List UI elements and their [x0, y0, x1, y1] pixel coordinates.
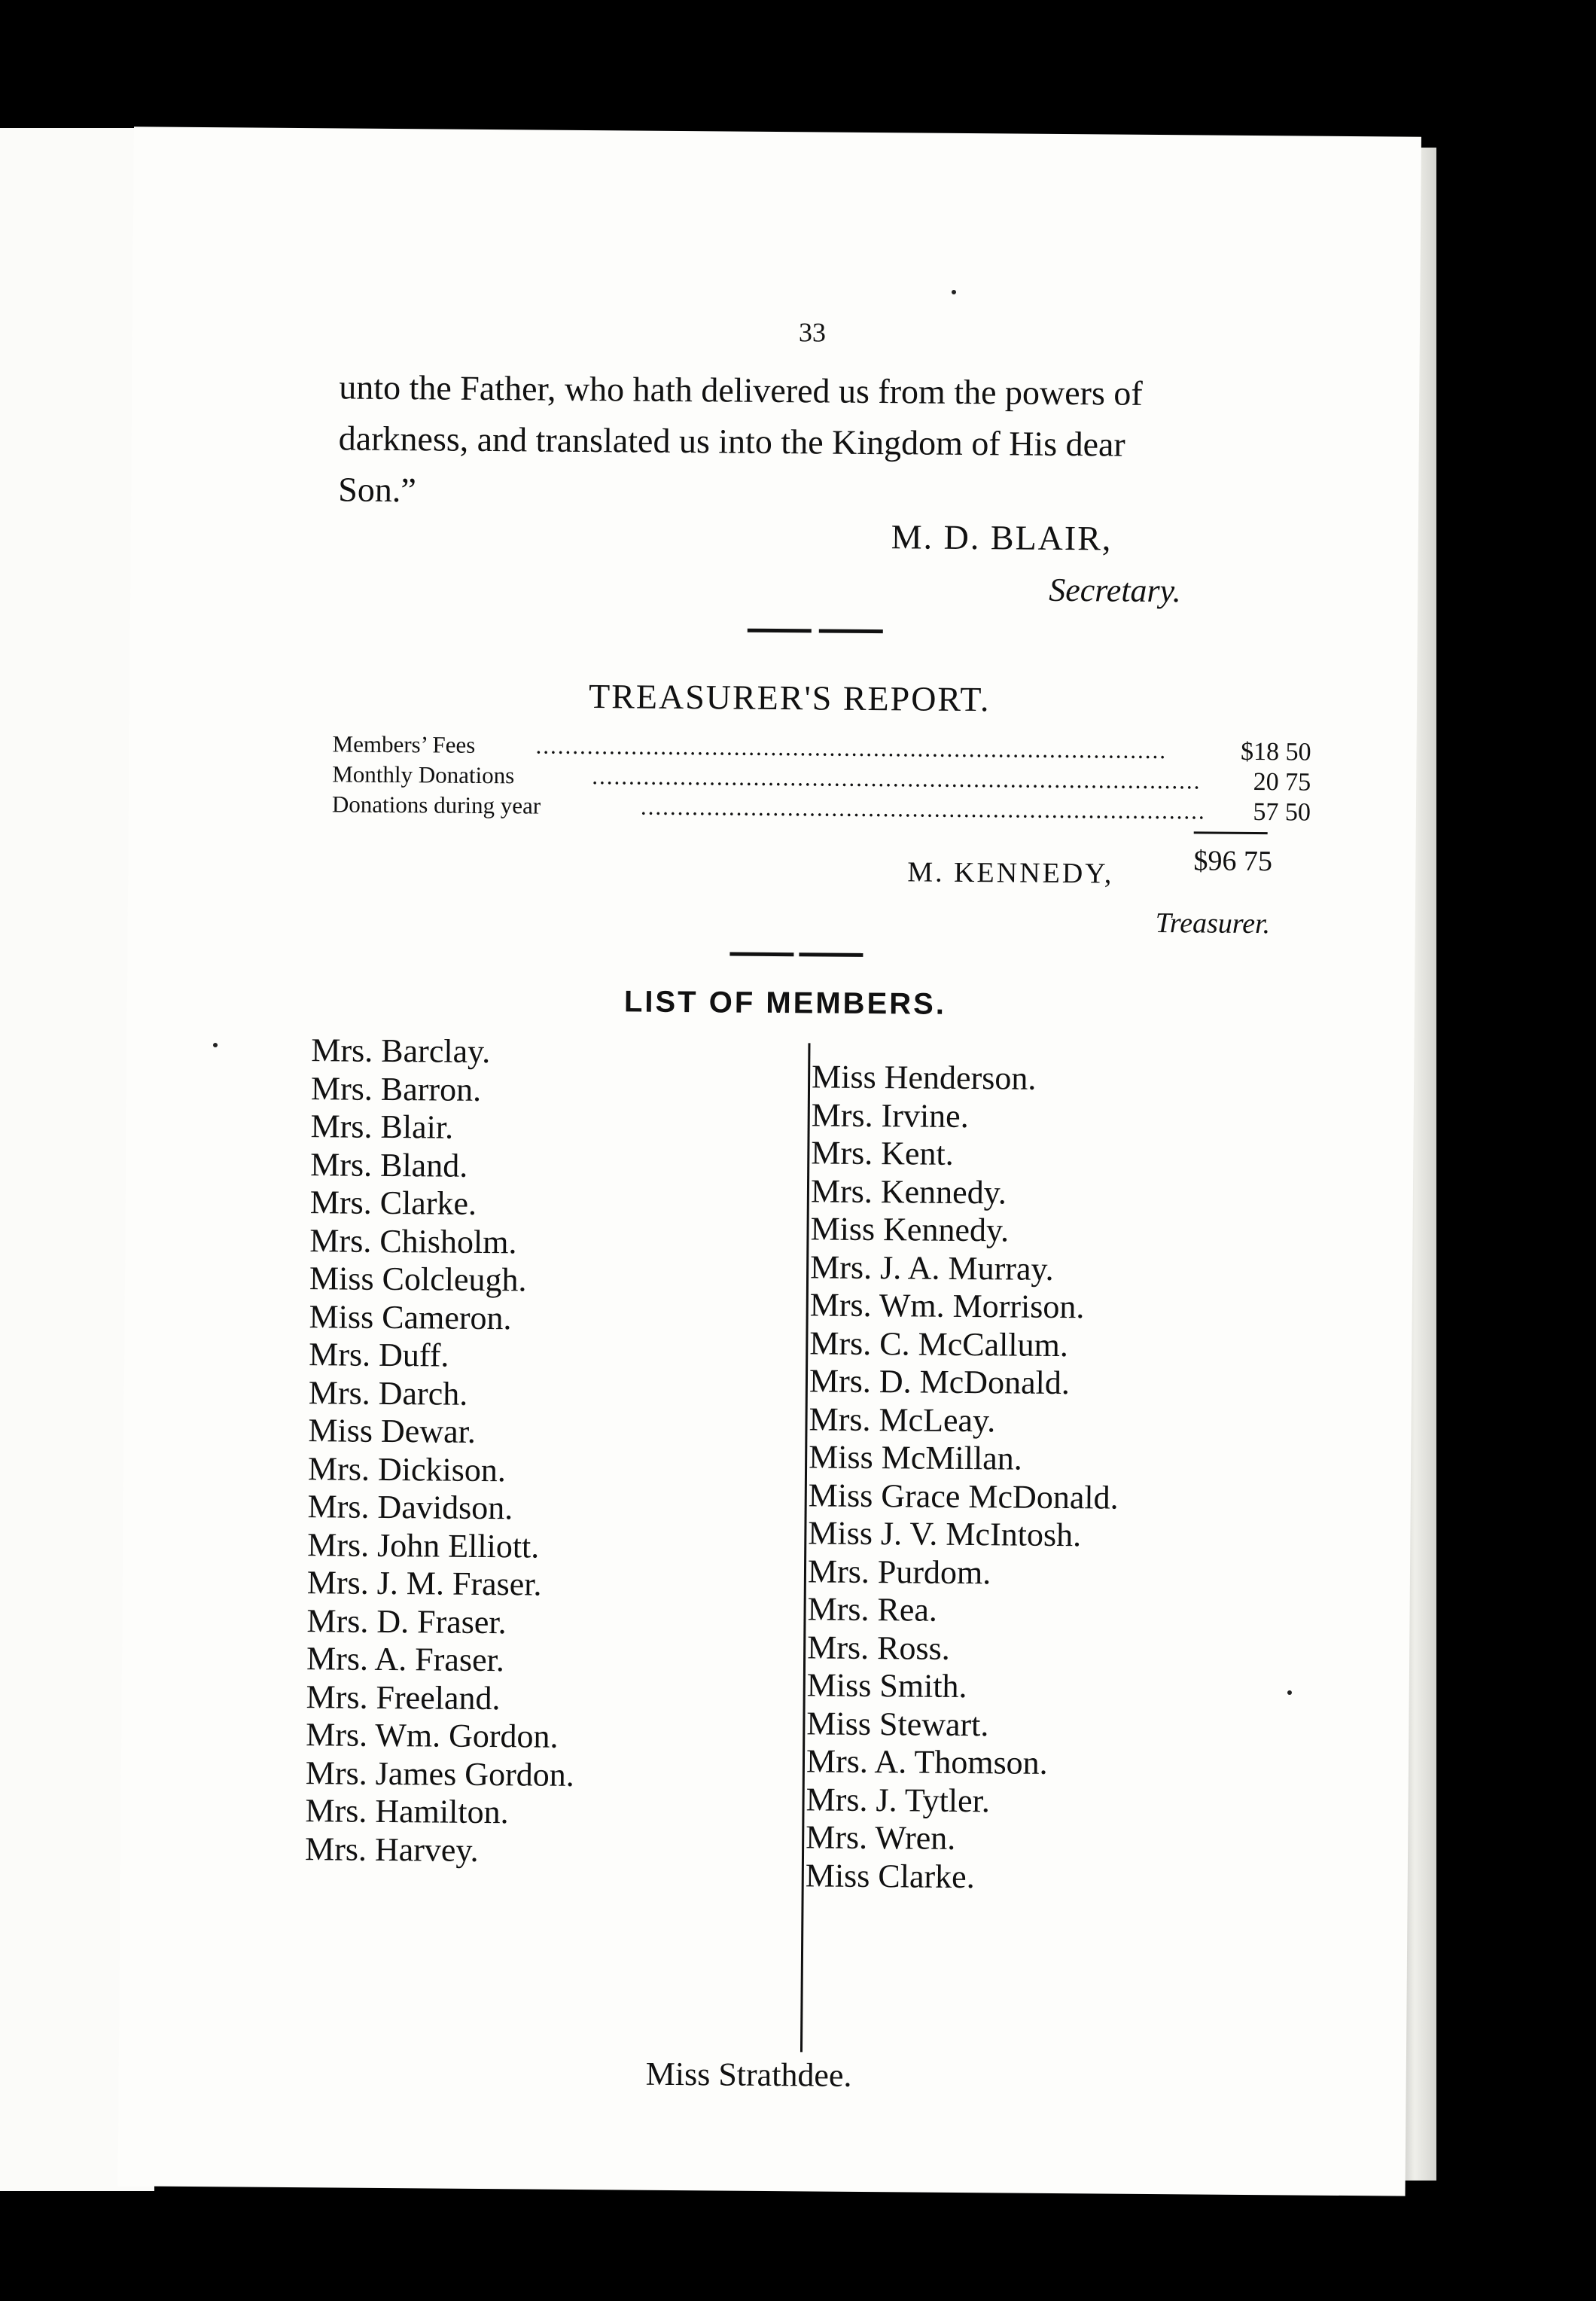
member-name: Miss Stewart.	[806, 1704, 989, 1743]
member-name: Mrs. Wm. Morrison.	[809, 1286, 1085, 1326]
member-name: Mrs. J. A. Murray.	[809, 1248, 1054, 1288]
member-name: Mrs. C. McCallum.	[809, 1324, 1069, 1364]
treasurer-items	[332, 730, 1311, 828]
member-name: Miss Grace McDonald.	[808, 1476, 1119, 1516]
member-name: Miss Colcleugh.	[309, 1260, 527, 1299]
member-name: Mrs. Hamilton.	[305, 1792, 509, 1831]
member-name: Miss Cameron.	[309, 1297, 512, 1336]
section-divider	[748, 629, 812, 633]
member-name: Mrs. McLeay.	[809, 1400, 996, 1439]
member-final-entry: Miss Strathdee.	[645, 2055, 852, 2094]
member-name: Mrs. Chisholm.	[309, 1221, 517, 1260]
member-name: Mrs. Freeland.	[306, 1678, 501, 1717]
intro-line: unto the Father, who hath delivered us from the powers of	[339, 367, 1143, 413]
member-name: Mrs. Dickison.	[307, 1449, 507, 1489]
member-name: Miss Kennedy.	[810, 1210, 1010, 1249]
item-amount: 20 75	[1253, 767, 1311, 797]
member-name: Mrs. D. McDonald.	[809, 1362, 1071, 1402]
member-name: Mrs. Wm. Gordon.	[306, 1716, 559, 1755]
item-amount: 57 50	[1253, 797, 1311, 827]
member-name: Mrs. Blair.	[310, 1108, 454, 1146]
leader-dots: ...................................................................................	[592, 763, 1202, 794]
leader-dots: ......................................................................................	[535, 732, 1168, 764]
section-divider	[799, 952, 863, 957]
member-name: Miss J. V. McIntosh.	[808, 1514, 1082, 1554]
member-name: Miss Clarke.	[805, 1856, 975, 1895]
treasurer-role: Treasurer.	[1155, 907, 1271, 940]
member-name: Mrs. John Elliott.	[307, 1525, 540, 1565]
member-name: Mrs. Duff.	[309, 1336, 449, 1374]
member-name: Mrs. James Gordon.	[305, 1754, 574, 1794]
leader-dots: .............................................................................	[640, 793, 1206, 824]
members-right-column	[806, 1058, 1122, 1897]
item-label: Members’ Fees	[332, 730, 476, 758]
section-divider	[819, 629, 883, 633]
item-label: Monthly Donations	[332, 760, 515, 789]
total-rule	[1194, 831, 1268, 834]
member-name: Mrs. Barclay.	[311, 1032, 491, 1071]
secretary-name: M. D. BLAIR,	[891, 517, 1113, 558]
member-name: Mrs. Irvine.	[811, 1096, 969, 1135]
intro-paragraph	[338, 361, 1288, 523]
member-name: Mrs. Wren.	[806, 1818, 956, 1857]
member-name: Miss Dewar.	[308, 1412, 477, 1450]
members-heading: LIST OF MEMBERS.	[623, 985, 947, 1021]
member-name: Mrs. Rea.	[807, 1590, 938, 1629]
member-name: Mrs. Barron.	[310, 1069, 482, 1108]
intro-line: Son.”	[338, 470, 416, 510]
member-name: Mrs. J. M. Fraser.	[306, 1564, 542, 1603]
member-name: Mrs. Kennedy.	[810, 1172, 1007, 1211]
member-name: Miss McMillan.	[808, 1438, 1022, 1477]
intro-line: darkness, and translated us into the Kingdom of His dear	[338, 419, 1125, 464]
section-divider	[729, 952, 793, 957]
members-left-column	[305, 1032, 580, 1870]
item-label: Donations during year	[331, 791, 541, 819]
member-name: Miss Henderson.	[811, 1058, 1037, 1097]
report-total: $96 75	[1193, 845, 1273, 878]
member-name: Mrs. A. Fraser.	[306, 1640, 505, 1679]
member-name: Mrs. J. Tytler.	[806, 1780, 991, 1819]
treasurer-name: M. KENNEDY,	[907, 856, 1114, 890]
member-name: Mrs. Clarke.	[309, 1184, 477, 1222]
secretary-role: Secretary.	[1049, 571, 1181, 610]
member-name: Mrs. Bland.	[310, 1145, 468, 1184]
member-name: Mrs. Darch.	[308, 1373, 468, 1413]
dust-speck	[952, 290, 956, 294]
page-number: 33	[798, 317, 827, 348]
member-name: Mrs. Davidson.	[307, 1488, 513, 1527]
document-page	[118, 126, 1421, 2196]
dust-speck	[213, 1043, 218, 1047]
dust-speck	[1287, 1690, 1292, 1695]
member-name: Mrs. Kent.	[811, 1134, 954, 1172]
treasurer-report-heading: TREASURER'S REPORT.	[588, 677, 991, 719]
member-name: Mrs. Purdom.	[807, 1552, 991, 1591]
member-name: Mrs. A. Thomson.	[806, 1742, 1048, 1781]
member-name: Mrs. Ross.	[807, 1628, 950, 1667]
member-name: Miss Smith.	[806, 1666, 967, 1705]
member-name: Mrs. Harvey.	[304, 1830, 479, 1869]
member-name: Mrs. D. Fraser.	[306, 1602, 507, 1641]
item-amount: $18 50	[1240, 737, 1311, 766]
